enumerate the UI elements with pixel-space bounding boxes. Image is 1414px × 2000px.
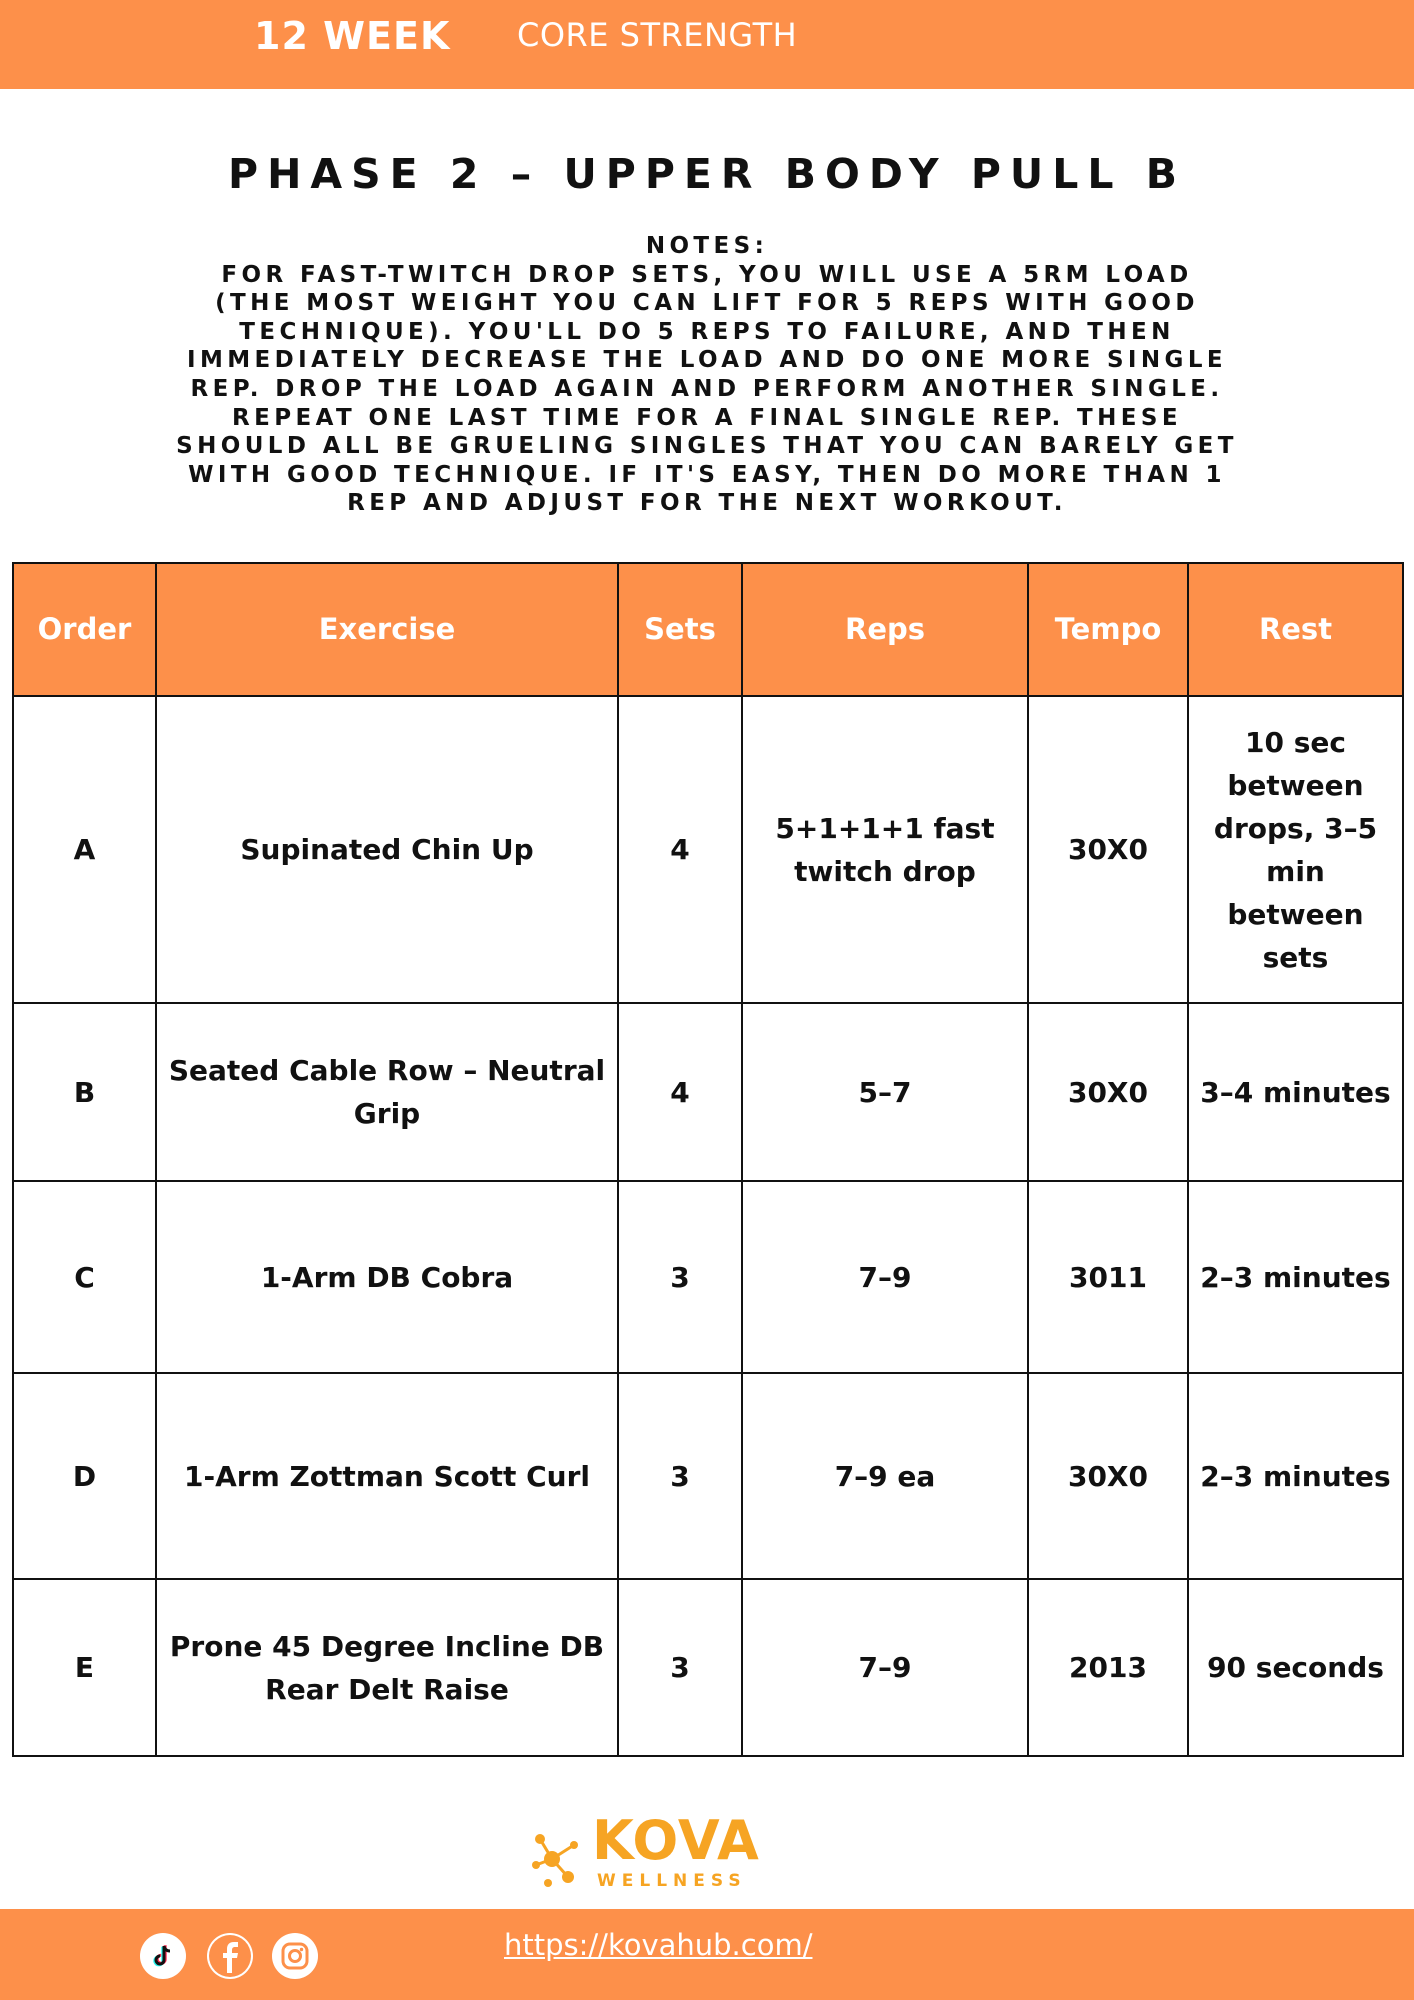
notes-line: (THE MOST WEIGHT YOU CAN LIFT FOR 5 REPS WITH GOOD	[215, 290, 1199, 317]
rest-cell: 10 sec between drops, 3–5 min between sets	[1188, 696, 1403, 1003]
notes-line: REP. DROP THE LOAD AGAIN AND PERFORM ANOTHER SINGLE.	[190, 375, 1224, 402]
tempo-cell: 2013	[1028, 1579, 1188, 1756]
notes-line: IMMEDIATELY DECREASE THE LOAD AND DO ONE MORE SINGLE	[187, 347, 1227, 374]
exercise-cell: 1-Arm DB Cobra	[156, 1181, 618, 1373]
reps-cell: 7–9	[742, 1579, 1028, 1756]
rest-cell: 90 seconds	[1188, 1579, 1403, 1756]
notes-heading: NOTES:	[645, 233, 769, 259]
notes-line: REP AND ADJUST FOR THE NEXT WORKOUT.	[347, 490, 1067, 517]
sets-cell: 3	[618, 1579, 742, 1756]
order-cell: E	[13, 1579, 156, 1756]
rest-cell: 3–4 minutes	[1188, 1003, 1403, 1181]
workout-table	[12, 562, 1404, 1757]
page-title: PHASE 2 – UPPER BODY PULL B	[228, 150, 1186, 198]
order-cell: B	[13, 1003, 156, 1181]
notes-line: WITH GOOD TECHNIQUE. IF IT'S EASY, THEN DO MORE THAN 1	[188, 461, 1226, 488]
table-row	[13, 1003, 1403, 1181]
tempo-cell: 30X0	[1028, 1003, 1188, 1181]
column-header-order: Order	[13, 563, 156, 696]
notes-line: TECHNIQUE). YOU'LL DO 5 REPS TO FAILURE, AND THEN	[239, 318, 1175, 345]
notes-line: SHOULD ALL BE GRUELING SINGLES THAT YOU CAN BARELY GET	[176, 433, 1238, 460]
brand-logo	[530, 1809, 780, 1895]
instagram-icon[interactable]	[272, 1933, 318, 1979]
tempo-cell: 3011	[1028, 1181, 1188, 1373]
reps-cell: 5–7	[742, 1003, 1028, 1181]
table-row	[13, 696, 1403, 1003]
column-header-reps: Reps	[742, 563, 1028, 696]
exercise-cell: 1-Arm Zottman Scott Curl	[156, 1373, 618, 1579]
order-cell: C	[13, 1181, 156, 1373]
program-length: 12 WEEK	[254, 14, 451, 58]
reps-cell: 5+1+1+1 fast twitch drop	[742, 696, 1028, 1003]
table-row	[13, 1181, 1403, 1373]
brand-name: KOVA	[592, 1809, 760, 1872]
column-header-exercise: Exercise	[156, 563, 618, 696]
top-banner	[0, 0, 1414, 89]
order-cell: D	[13, 1373, 156, 1579]
program-name: CORE STRENGTH	[517, 16, 798, 54]
reps-cell: 7–9	[742, 1181, 1028, 1373]
facebook-icon[interactable]	[207, 1933, 253, 1979]
exercise-cell: Supinated Chin Up	[156, 696, 618, 1003]
tiktok-icon[interactable]	[140, 1933, 186, 1979]
notes-block	[130, 232, 1284, 518]
column-header-sets: Sets	[618, 563, 742, 696]
order-cell: A	[13, 696, 156, 1003]
column-header-tempo: Tempo	[1028, 563, 1188, 696]
table-header-row	[13, 563, 1403, 696]
website-link[interactable]: https://kovahub.com/	[504, 1928, 813, 1962]
notes-line: FOR FAST-TWITCH DROP SETS, YOU WILL USE A 5RM LOAD	[221, 261, 1193, 288]
reps-cell: 7–9 ea	[742, 1373, 1028, 1579]
exercise-cell: Seated Cable Row – Neutral Grip	[156, 1003, 618, 1181]
sets-cell: 3	[618, 1373, 742, 1579]
table-row	[13, 1373, 1403, 1579]
table-row	[13, 1579, 1403, 1756]
column-header-rest: Rest	[1188, 563, 1403, 696]
sets-cell: 3	[618, 1181, 742, 1373]
sets-cell: 4	[618, 1003, 742, 1181]
rest-cell: 2–3 minutes	[1188, 1181, 1403, 1373]
tempo-cell: 30X0	[1028, 696, 1188, 1003]
notes-line: REPEAT ONE LAST TIME FOR A FINAL SINGLE REP. THESE	[232, 404, 1182, 431]
rest-cell: 2–3 minutes	[1188, 1373, 1403, 1579]
molecule-icon	[530, 1823, 590, 1893]
tempo-cell: 30X0	[1028, 1373, 1188, 1579]
brand-tagline: WELLNESS	[597, 1871, 747, 1891]
exercise-cell: Prone 45 Degree Incline DB Rear Delt Raise	[156, 1579, 618, 1756]
sets-cell: 4	[618, 696, 742, 1003]
